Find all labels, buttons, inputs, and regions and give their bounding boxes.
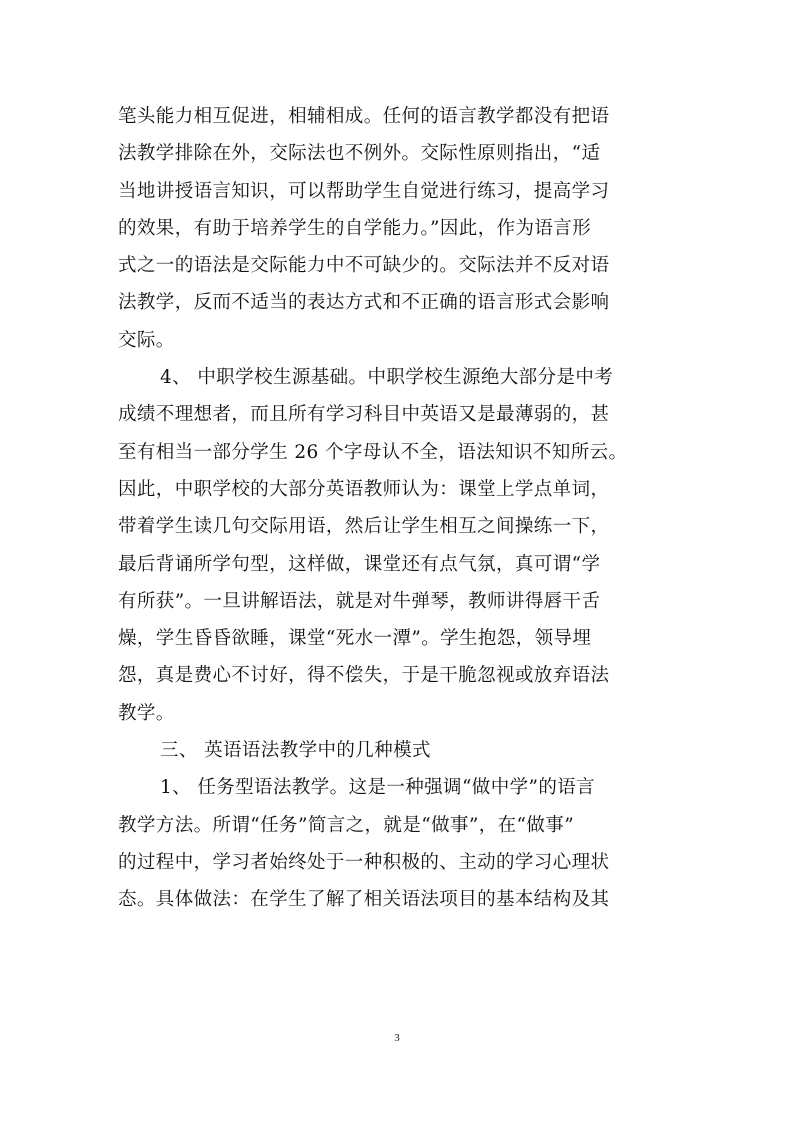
text-line: 教学方法。所谓“任务”简言之，就是“做事”，在“做事”: [118, 814, 575, 836]
text-line: 态。具体做法：在学生了解了相关语法项目的基本结构及其: [118, 889, 610, 911]
text-line: 法教学，反而不适当的表达方式和不正确的语言形式会影响: [118, 292, 610, 314]
text-line: 因此，中职学校的大部分英语教师认为：课堂上学点单词，: [118, 478, 610, 500]
text-line: 式之一的语法是交际能力中不可缺少的。交际法并不反对语: [118, 255, 610, 277]
page-body: [118, 98, 678, 919]
paragraph-first-line: 4、 中职学校生源基础。中职学校生源绝大部分是中考: [160, 367, 614, 389]
text-line: 的过程中，学习者始终处于一种积极的、主动的学习心理状: [118, 851, 610, 873]
text-line: 的效果，有助于培养学生的自学能力。”因此，作为语言形: [118, 217, 592, 239]
text-line: 交际。: [118, 329, 175, 351]
text-line: 教学。: [118, 702, 175, 724]
text-line: 笔头能力相互促进，相辅相成。任何的语言教学都没有把语: [118, 106, 610, 127]
text-line: 当地讲授语言知识，可以帮助学生自觉进行练习，提高学习: [118, 180, 610, 202]
text-line: 法教学排除在外，交际法也不例外。交际性原则指出，“适: [118, 143, 601, 165]
page-number: 3: [394, 1032, 400, 1044]
text-line: 怨，真是费心不讨好，得不偿失，于是干脆忽视或放弃语法: [118, 665, 610, 687]
text-line: 至有相当一部分学生 26 个字母认不全，语法知识不知所云。: [118, 441, 628, 463]
text-line: 燥，学生昏昏欲睡，课堂“死水一潭”。学生抱怨，领导埋: [118, 628, 592, 650]
paragraph-first-line: 1、 任务型语法教学。这是一种强调“做中学”的语言: [160, 777, 596, 799]
text-line: 有所获”。一旦讲解语法，就是对牛弹琴，教师讲得唇干舌: [118, 590, 601, 612]
text-line: 最后背诵所学句型，这样做，课堂还有点气氛，真可谓“学: [118, 553, 601, 575]
section-heading: 三、 英语语法教学中的几种模式: [160, 740, 431, 762]
text-line: 成绩不理想者，而且所有学习科目中英语又是最薄弱的，甚: [118, 404, 610, 426]
text-line: 带着学生读几句交际用语，然后让学生相互之间操练一下，: [118, 516, 610, 538]
